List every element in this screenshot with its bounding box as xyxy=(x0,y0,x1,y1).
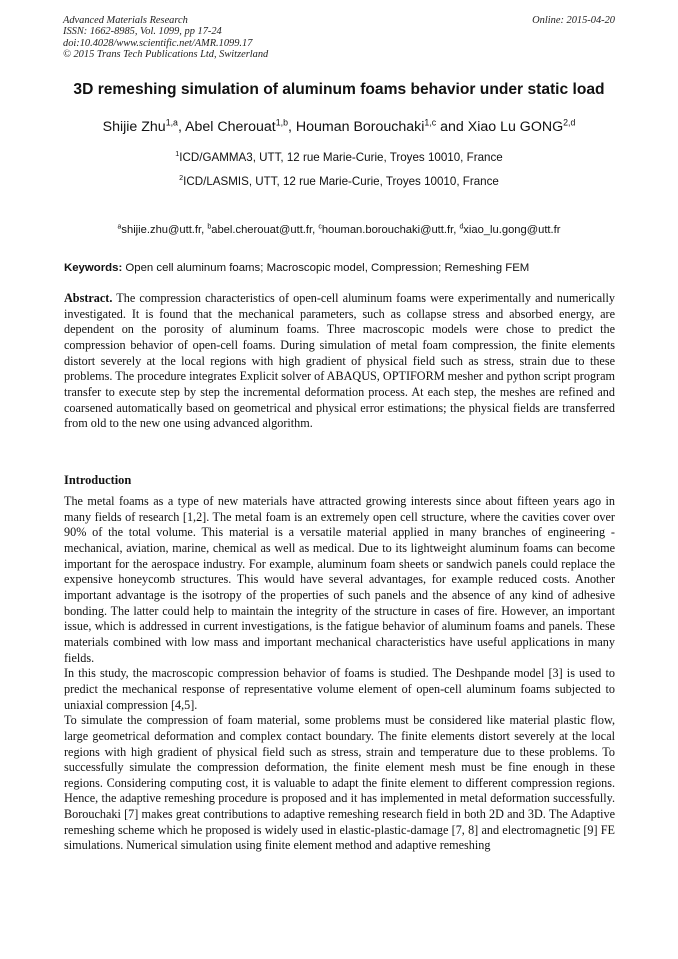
copyright-line: © 2015 Trans Tech Publications Ltd, Switzerland xyxy=(63,48,269,60)
affiliation-2 xyxy=(40,175,638,189)
journal-name: Advanced Materials Research xyxy=(63,15,188,26)
author-separator: , xyxy=(287,119,296,135)
email-address[interactable]: shijie.zhu@utt.fr, xyxy=(121,224,208,236)
email-mark: a xyxy=(117,223,122,231)
email-address[interactable]: houman.borouchaki@utt.fr, xyxy=(321,224,460,236)
abstract-paragraph xyxy=(64,291,615,432)
author-separator: , xyxy=(177,119,186,135)
paper-title: 3D remeshing simulation of aluminum foams behavior under static load xyxy=(73,81,605,98)
abstract-text: The compression characteristics of open-cell aluminum foams were experimentally and numerically investigated. It is found that the mechanical parameters, such as collapse stress and absorbed energy, are dependent on the porosity of aluminum foams. Three macroscopic models were chose to predict the compression behavior of open-cell foams. During simulation of metal foam compression, the finite elements distort severely at the local regions with high gradient of physical field such as stress, strain due to these problems. The procedure integrates Explicit solver of ABAQUS, OPTIFORM mesher and python script program transfer to execute step by step the incremental deformation process. At each step, the meshes are refined and coarsened automatically based on geometrical and physical error estimations; the physical fields are transferred from old to the new one using advanced algorithm. xyxy=(64,291,615,431)
introduction-heading: Introduction xyxy=(64,473,132,487)
author-emails xyxy=(40,223,638,237)
affiliation-text: ICD/GAMMA3, UTT, 12 rue Marie-Curie, Troyes 10010, France xyxy=(179,151,503,164)
introduction-paragraph: In this study, the macroscopic compression behavior of foams is studied. The Deshpande model [3] is used to predict the mechanical response of representative volume element of open-cell aluminum foams subjected to uniaxial compression [4,5]. xyxy=(64,666,615,712)
affiliation-1 xyxy=(40,151,638,165)
email-mark: b xyxy=(207,223,212,231)
author-name: Shijie Zhu xyxy=(102,119,166,135)
affiliation-text: ICD/LASMIS, UTT, 12 rue Marie-Curie, Troyes 10010, France xyxy=(183,175,499,188)
introduction-paragraph: To simulate the compression of foam material, some problems must be considered like material plastic flow, large geometrical deformation and complex contact boundary. The finite elements distort severely at the local regions with high gradient of physical field such as stress, strain and temperature due to these problems. To successfully simulate the compression deformation, the finite element mesh must be fine enough in these regions. Considering computing cost, it is valuable to adapt the finite element to different compression regions. Hence, the adaptive remeshing procedure is proposed and it has implemented in metal deformation successfully. Borouchaki [7] makes great contributions to adaptive remeshing research field in both 2D and 3D. The Adaptive remeshing scheme which he proposed is widely used in elastic-plastic-damage [7, 8] and electromagnetic [9] FE simulations. Numerical simulation using finite element method and adaptive remeshing xyxy=(64,713,615,853)
doi-line: doi:10.4028/www.scientific.net/AMR.1099.17 xyxy=(63,37,253,49)
issn-line: ISSN: 1662-8985, Vol. 1099, pp 17-24 xyxy=(63,26,222,38)
author-affiliation-mark: 1,b xyxy=(275,117,288,128)
email-address[interactable]: xiao_lu.gong@utt.fr xyxy=(463,224,561,236)
author-affiliation-mark: 1,a xyxy=(165,117,178,128)
affiliation-mark: 1 xyxy=(175,149,180,159)
author-separator: and xyxy=(436,119,468,135)
email-mark: c xyxy=(318,223,322,231)
keywords-label: Keywords: xyxy=(64,262,123,274)
affiliation-mark: 2 xyxy=(179,173,184,183)
author-affiliation-mark: 1,c xyxy=(424,117,437,128)
journal-header xyxy=(63,15,615,60)
author-name: Houman Borouchaki xyxy=(295,119,425,135)
keywords-line xyxy=(64,261,615,275)
email-address[interactable]: abel.cherouat@utt.fr, xyxy=(211,224,319,236)
keywords-text: Open cell aluminum foams; Macroscopic model, Compression; Remeshing FEM xyxy=(122,262,530,274)
introduction-paragraph: The metal foams as a type of new materials have attracted growing interests since about fifteen years ago in many fields of research [1,2]. The metal foam is an extremely open cell structure, where the cavities cover over 90% of the total volume. This material is a versatile material applied in many branches of engineering - mechanical, aviation, marine, chemical as well as medical. Due to its lightweight aluminum foams can become important for the aerospace industry. For example, aluminum foam sheets or sandwich panels could replace the expensive honeycomb structures. This would have several advantages, for example reduced costs. Another important advantage is the isotropy of the properties of such panels and the absence of any kind of adhesive bonding. The latter could help to maintain the integrity of the structure in cases of fire. However, an important issue, which is addressed in current investigations, is the fatigue behavior of aluminum foams and panels. These materials combined with low mass and important mechanical characteristics have useful applications in many fields. xyxy=(64,494,615,665)
author-name: Abel Cherouat xyxy=(185,119,276,135)
abstract-label: Abstract. xyxy=(64,291,113,305)
author-affiliation-mark: 2,d xyxy=(563,117,576,128)
online-date: Online: 2015-04-20 xyxy=(532,15,615,26)
introduction-body xyxy=(64,494,615,854)
author-list xyxy=(40,118,638,136)
author-name: Xiao Lu GONG xyxy=(467,119,564,135)
email-mark: d xyxy=(459,223,464,231)
